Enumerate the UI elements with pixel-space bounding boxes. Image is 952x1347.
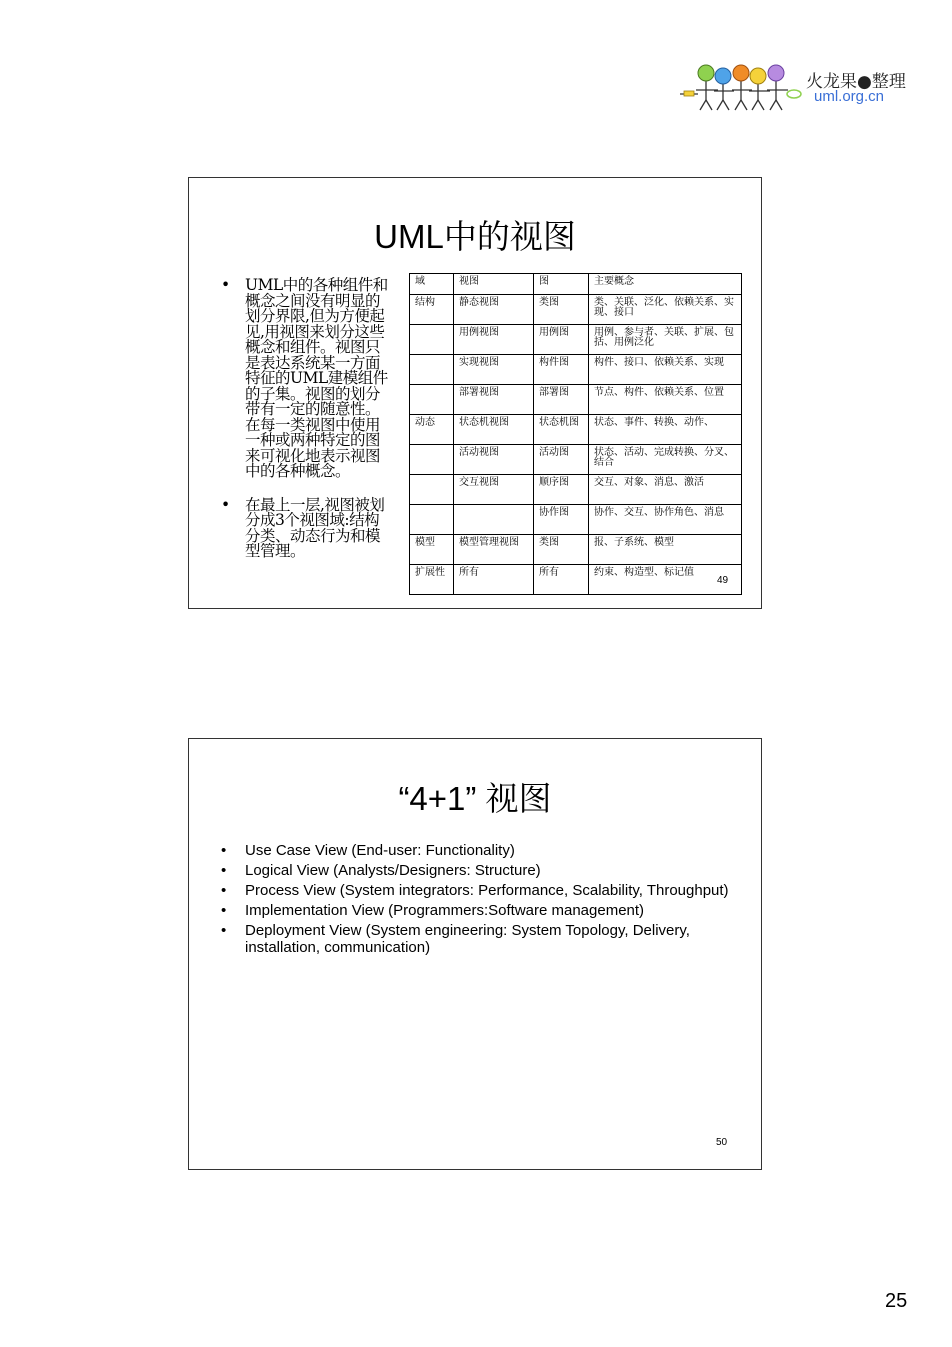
table-cell: 模型 [410,535,454,565]
slide-4plus1-views [188,738,762,1170]
bullet-list [221,278,393,578]
bullet-text: Deployment View (System engineering: System Topology, Delivery, installation, communication) [245,922,690,956]
table-row [410,505,742,535]
table-cell: 用例、参与者、关联、扩展、包括、用例泛化 [589,325,742,355]
slide-page-number: 50 [716,1137,728,1148]
table-cell: 静态视图 [454,295,534,325]
bullet-text: Logical View (Analysts/Designers: Structure) [245,862,541,879]
bullet-item [221,882,741,899]
table-cell: 状态机视图 [454,415,534,445]
bullet-text: Implementation View (Programmers:Software management) [245,902,645,919]
table-cell: 状态、事件、转换、动作、 [589,415,742,445]
table-cell: 扩展性 [410,565,454,595]
table-cell [410,355,454,385]
logo-brand-text: 火龙果●整理 [806,72,906,92]
table-cell: 实现视图 [454,355,534,385]
header-cell: 视图 [454,274,534,295]
bullet-text: Process View (System integrators: Performance, Scalability, Throughput) [245,882,729,899]
bullet-text: 在最上一层,视图被划分成3个视图域:结构分类、动态行为和模型管理。 [245,495,385,560]
table-cell: 节点、构件、依赖关系、位置 [589,385,742,415]
bullet-icon: • [221,922,227,939]
table-row [410,355,742,385]
table-row [410,295,742,325]
table-row [410,415,742,445]
bullet-item [221,922,741,956]
table-cell: 所有 [454,565,534,595]
table-cell: 用例图 [534,325,589,355]
table-cell: 动态 [410,415,454,445]
bullet-icon: • [221,495,230,514]
bullet-icon: • [221,276,230,294]
table-row [410,535,742,565]
table-cell: 协作图 [534,505,589,535]
table-cell: 模型管理视图 [454,535,534,565]
table-cell: 部署视图 [454,385,534,415]
header-cell: 图 [534,274,589,295]
bullet-list [221,842,741,959]
table-cell: 报、子系统、模型 [589,535,742,565]
table-cell [410,385,454,415]
table-cell: 类图 [534,295,589,325]
bullet-item [221,862,741,879]
table-cell: 构件、接口、依赖关系、实现 [589,355,742,385]
header-cell: 域 [410,274,454,295]
table-header-row [410,274,742,295]
table-cell: 状态、活动、完成转换、分叉、结合 [589,445,742,475]
bullet-icon: • [221,842,227,859]
stick-figures-logo-icon [678,62,808,112]
table-cell: 约束、构造型、标记值 [589,565,742,595]
slide-title: UML中的视图 [374,218,576,255]
table-row [410,325,742,355]
slide-uml-views [188,177,762,609]
table-row [410,445,742,475]
table-cell [410,505,454,535]
bullet-icon: • [221,902,227,919]
bullet-icon: • [221,862,227,879]
bullet-item [221,495,393,560]
views-table [409,273,742,595]
table-cell [410,475,454,505]
table-cell: 用例视图 [454,325,534,355]
table-cell: 类、关联、泛化、依赖关系、实现、接口 [589,295,742,325]
bullet-text: Use Case View (End-user: Functionality) [245,842,515,859]
table-cell: 协作、交互、协作角色、消息 [589,505,742,535]
bullet-text: UML中的各种组件和概念之间没有明显的划分界限,但为方便起见,用视图来划分这些概念和组件。视图只是表达系统某一方面特征的UML建模组件的子集。视图的划分带有一定的随意性。在每一类视图中使用一种或两种特定的图来可视化地表示视图中的各种概念。 [245,276,388,480]
table-cell: 所有 [534,565,589,595]
slide-title: “4+1” 视图 [398,780,552,817]
page-number: 25 [885,1290,908,1312]
table-cell [454,505,534,535]
table-row [410,475,742,505]
table-cell: 活动图 [534,445,589,475]
header-cell: 主要概念 [589,274,742,295]
table-cell: 活动视图 [454,445,534,475]
table-cell [410,445,454,475]
table-cell: 类图 [534,535,589,565]
table-cell: 状态机图 [534,415,589,445]
logo [678,62,928,112]
table-cell: 部署图 [534,385,589,415]
table-cell: 顺序图 [534,475,589,505]
bullet-item [221,278,393,480]
table-row [410,565,742,595]
slide-page-number: 49 [717,575,729,586]
table-row [410,385,742,415]
table-cell: 结构 [410,295,454,325]
table-cell: 交互、对象、消息、激活 [589,475,742,505]
table-cell: 交互视图 [454,475,534,505]
logo-url: uml.org.cn [814,88,885,105]
table-cell [410,325,454,355]
bullet-icon: • [221,882,227,899]
bullet-item [221,842,741,859]
table-cell: 构件图 [534,355,589,385]
bullet-item [221,902,741,919]
